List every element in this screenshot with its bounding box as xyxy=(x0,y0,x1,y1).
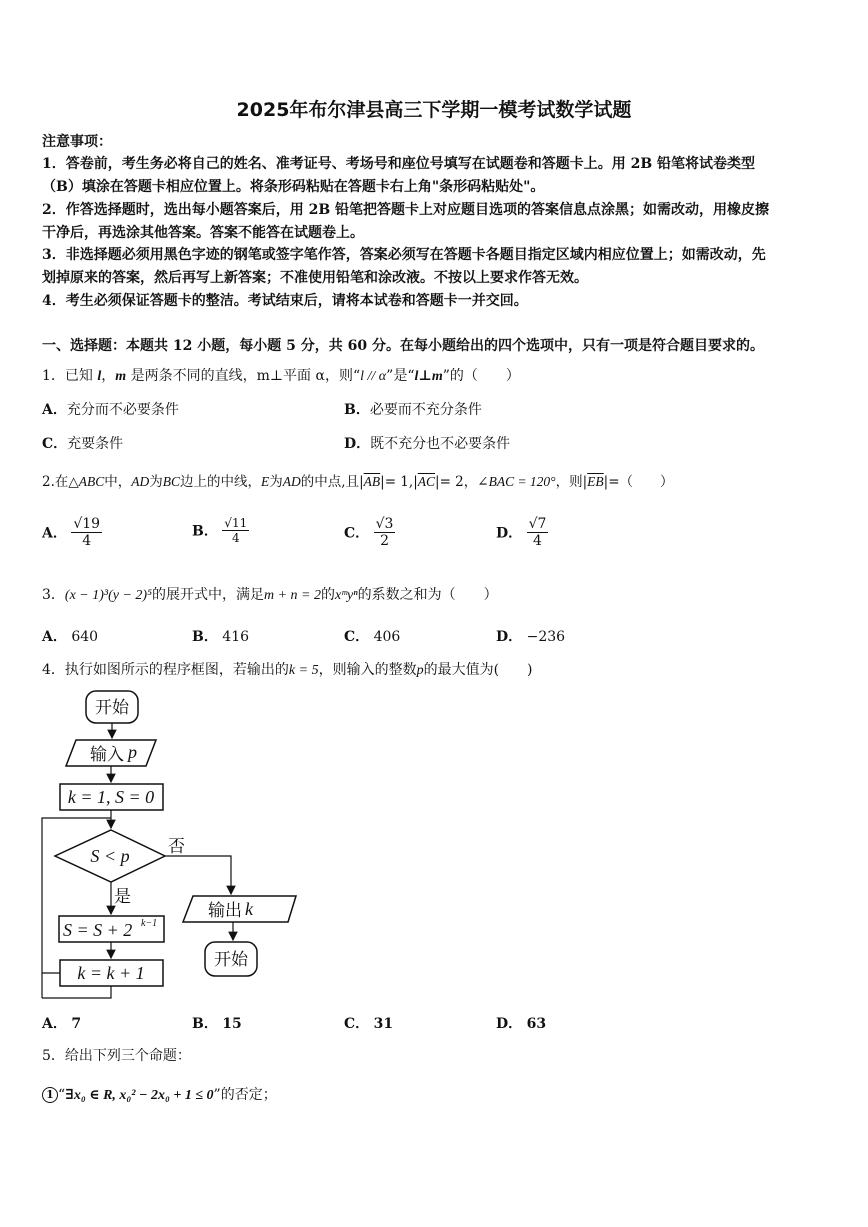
q4-var: p xyxy=(416,663,424,678)
q4-option-a[interactable] xyxy=(42,1013,81,1033)
q2-var: BC xyxy=(162,474,181,489)
question-1-stem xyxy=(42,366,520,387)
numerator: √19 xyxy=(73,516,101,532)
flow-input-label: 输入 xyxy=(90,745,124,765)
option-label: A． xyxy=(42,1016,67,1032)
q3-expression: (x − 1)³(y − 2)⁵ xyxy=(64,588,152,603)
q2-triangle: △ABC xyxy=(68,474,105,489)
q1-option-a[interactable] xyxy=(42,399,179,419)
q3-option-c[interactable] xyxy=(344,626,400,646)
numerator: √7 xyxy=(528,516,547,532)
q4-text: ，则输入的整数 xyxy=(318,662,417,678)
q3-option-a[interactable] xyxy=(42,626,98,646)
question-5-stem: 5．给出下列三个命题： xyxy=(42,1048,191,1064)
flow-init-label: k = 1, S = 0 xyxy=(67,787,155,807)
q3-term: xᵐyⁿ xyxy=(334,588,358,603)
option-label: B． xyxy=(192,629,218,645)
q2-angle: ∠BAC = 120° xyxy=(477,474,556,489)
q2-abs: |= 1,| xyxy=(380,474,418,490)
q5-text: “ xyxy=(58,1087,66,1103)
q2-var: E xyxy=(261,474,270,489)
option-text: 7 xyxy=(71,1016,82,1032)
flow-output-var: k xyxy=(245,899,253,919)
option-label: C． xyxy=(344,1016,370,1032)
q2-option-c[interactable] xyxy=(344,516,395,549)
flow-decision-label: S < p xyxy=(90,846,130,866)
q1-option-b[interactable] xyxy=(344,399,482,419)
flow-no-label: 否 xyxy=(168,837,185,857)
option-text: 15 xyxy=(222,1016,242,1032)
notice-line: 1．答卷前，考生务必将自己的姓名、准考证号、考场号和座位号填写在试题卷和答题卡上。用 2B 铅笔将试卷类型 xyxy=(42,156,756,172)
flow-start-label: 开始 xyxy=(95,698,129,718)
option-label: C． xyxy=(344,525,370,542)
q1-text: 1．已知 xyxy=(42,368,93,384)
q3-text: 3． xyxy=(42,587,65,603)
q2-text: 边上的中线， xyxy=(180,474,262,490)
program-flowchart xyxy=(38,688,308,1006)
q1-text: m⊥平面 α，则“ xyxy=(256,368,361,384)
q4-option-c[interactable] xyxy=(344,1013,393,1033)
q2-text: 为 xyxy=(149,474,163,490)
denominator: 2 xyxy=(380,533,389,549)
option-text: 必要而不充分条件 xyxy=(369,402,482,418)
option-label: B． xyxy=(344,402,370,418)
denominator: 4 xyxy=(533,533,542,549)
q1-condition: l // α xyxy=(360,369,387,384)
option-label: A． xyxy=(42,402,67,418)
q2-text: ， xyxy=(463,474,478,490)
option-label: D． xyxy=(496,1016,523,1032)
q2-text: 的中点,且 xyxy=(300,474,360,490)
option-label: A． xyxy=(42,629,67,645)
q4-text: 的最大值为( ) xyxy=(423,662,533,678)
q1-text: 是两条不同的直线， xyxy=(130,368,257,384)
q2-vector: $\overline{EB}$ xyxy=(587,474,604,489)
q2-var: AD xyxy=(282,474,301,489)
option-label: B． xyxy=(192,523,218,540)
notice-line: 4．考生必须保证答题卡的整洁。考试结束后，请将本试卷和答题卡一并交回。 xyxy=(42,293,528,309)
option-fraction xyxy=(527,516,549,549)
q5-text: ”的否定； xyxy=(213,1087,277,1103)
q1-var-l: l xyxy=(97,369,102,384)
denominator: 4 xyxy=(82,533,92,549)
option-label: A． xyxy=(42,525,67,542)
q3-text: 的 xyxy=(320,587,335,603)
denominator: 4 xyxy=(231,531,240,545)
option-label: C． xyxy=(42,436,68,452)
q2-text: 为 xyxy=(269,474,283,490)
option-fraction xyxy=(222,516,249,545)
q3-option-d[interactable] xyxy=(496,626,565,646)
question-2-stem xyxy=(42,472,674,492)
q2-text: 中， xyxy=(104,474,132,490)
notice-heading: 注意事项： xyxy=(42,134,112,150)
option-text: 充分而不必要条件 xyxy=(66,402,179,418)
flow-assign-s-exponent: k−1 xyxy=(141,918,158,929)
q4-condition: k = 5 xyxy=(288,663,319,678)
option-text: −236 xyxy=(526,629,566,645)
q4-option-b[interactable] xyxy=(192,1013,242,1033)
q2-vector: $\overline{AC}$ xyxy=(417,474,436,489)
option-fraction xyxy=(374,516,396,549)
option-text: 640 xyxy=(71,629,99,645)
q3-text: 的展开式中，满足 xyxy=(151,587,264,603)
option-label: B． xyxy=(192,1016,218,1032)
notice-line: 干净后，再选涂其他答案。答案不能答在试题卷上。 xyxy=(42,225,364,241)
q2-text: |=（ ） xyxy=(603,474,674,490)
q1-option-d[interactable] xyxy=(344,433,510,453)
question-3-stem xyxy=(42,585,498,606)
q2-option-d[interactable] xyxy=(496,516,548,549)
q3-text: 的系数之和为（ ） xyxy=(357,587,498,603)
q1-conclusion: l⊥m xyxy=(414,369,443,384)
q1-comma: ， xyxy=(101,368,116,384)
option-fraction xyxy=(71,516,102,549)
q2-option-b[interactable] xyxy=(192,516,249,545)
option-label: D． xyxy=(344,436,371,452)
q2-text: 2.在 xyxy=(42,474,69,490)
q4-option-d[interactable] xyxy=(496,1013,546,1033)
q1-text: ”的（ ） xyxy=(442,368,520,384)
q3-condition: m + n = 2 xyxy=(263,588,321,603)
option-text: 406 xyxy=(373,629,401,645)
q2-abs: | xyxy=(359,474,364,490)
flow-output-label: 输出 xyxy=(208,901,242,921)
notice-line: （B）填涂在答题卡相应位置上。将条形码粘贴在答题卡右上角"条形码粘贴处"。 xyxy=(42,179,545,195)
q2-abs: |= 2 xyxy=(435,474,464,490)
option-label: D． xyxy=(496,629,523,645)
q1-option-c[interactable] xyxy=(42,433,123,453)
q2-vector: $\overline{AB}$ xyxy=(363,474,381,489)
option-text: 31 xyxy=(373,1016,394,1032)
numerator: √3 xyxy=(375,516,394,532)
q1-var-m: m xyxy=(115,369,127,384)
option-text: 416 xyxy=(222,629,250,645)
q2-option-a[interactable] xyxy=(42,516,102,549)
q4-text: 4．执行如图所示的程序框图，若输出的 xyxy=(42,662,289,678)
q2-text: ，则| xyxy=(555,474,588,490)
flow-assign-s-label: S = S + 2 xyxy=(63,920,133,940)
notice-line: 3．非选择题必须用黑色字迹的钢笔或签字笔作答，答案必须写在答题卡各题目指定区域内相应位置上；如需改动，先 xyxy=(42,247,766,263)
option-label: C． xyxy=(344,629,370,645)
flow-input-var: p xyxy=(128,742,137,762)
flow-end-label: 开始 xyxy=(214,950,248,970)
q5-expression: ∃x₀ ∈ R, x₀² − 2x₀ + 1 ≤ 0 xyxy=(65,1088,214,1103)
section-heading: 一、选择题：本题共 12 小题，每小题 5 分，共 60 分。在每小题给出的四个选项中，只有一项是符合题目要求的。 xyxy=(42,338,764,354)
notice-line: 划掉原来的答案，然后再写上新答案；不准使用铅笔和涂改液。不按以上要求作答无效。 xyxy=(42,270,588,286)
circled-number: 1 xyxy=(42,1087,58,1103)
q3-option-b[interactable] xyxy=(192,626,249,646)
flow-assign-k-label: k = k + 1 xyxy=(77,963,145,983)
q1-text: ”是“ xyxy=(386,368,415,384)
q5-item-1 xyxy=(42,1085,277,1106)
option-label: D． xyxy=(496,525,523,542)
notice-line: 2．作答选择题时，选出每小题答案后，用 2B 铅笔把答题卡上对应题目选项的答案信息点涂黑；如需改动，用橡皮擦 xyxy=(42,202,770,218)
option-text: 充要条件 xyxy=(67,436,124,452)
option-text: 63 xyxy=(526,1016,547,1032)
question-4-stem xyxy=(42,660,533,681)
numerator: √11 xyxy=(224,516,248,530)
option-text: 既不充分也不必要条件 xyxy=(370,436,511,452)
flow-yes-label: 是 xyxy=(114,887,131,907)
q2-var: AD xyxy=(131,474,150,489)
page-title: 2025年布尔津县高三下学期一模考试数学试题 xyxy=(236,99,632,121)
